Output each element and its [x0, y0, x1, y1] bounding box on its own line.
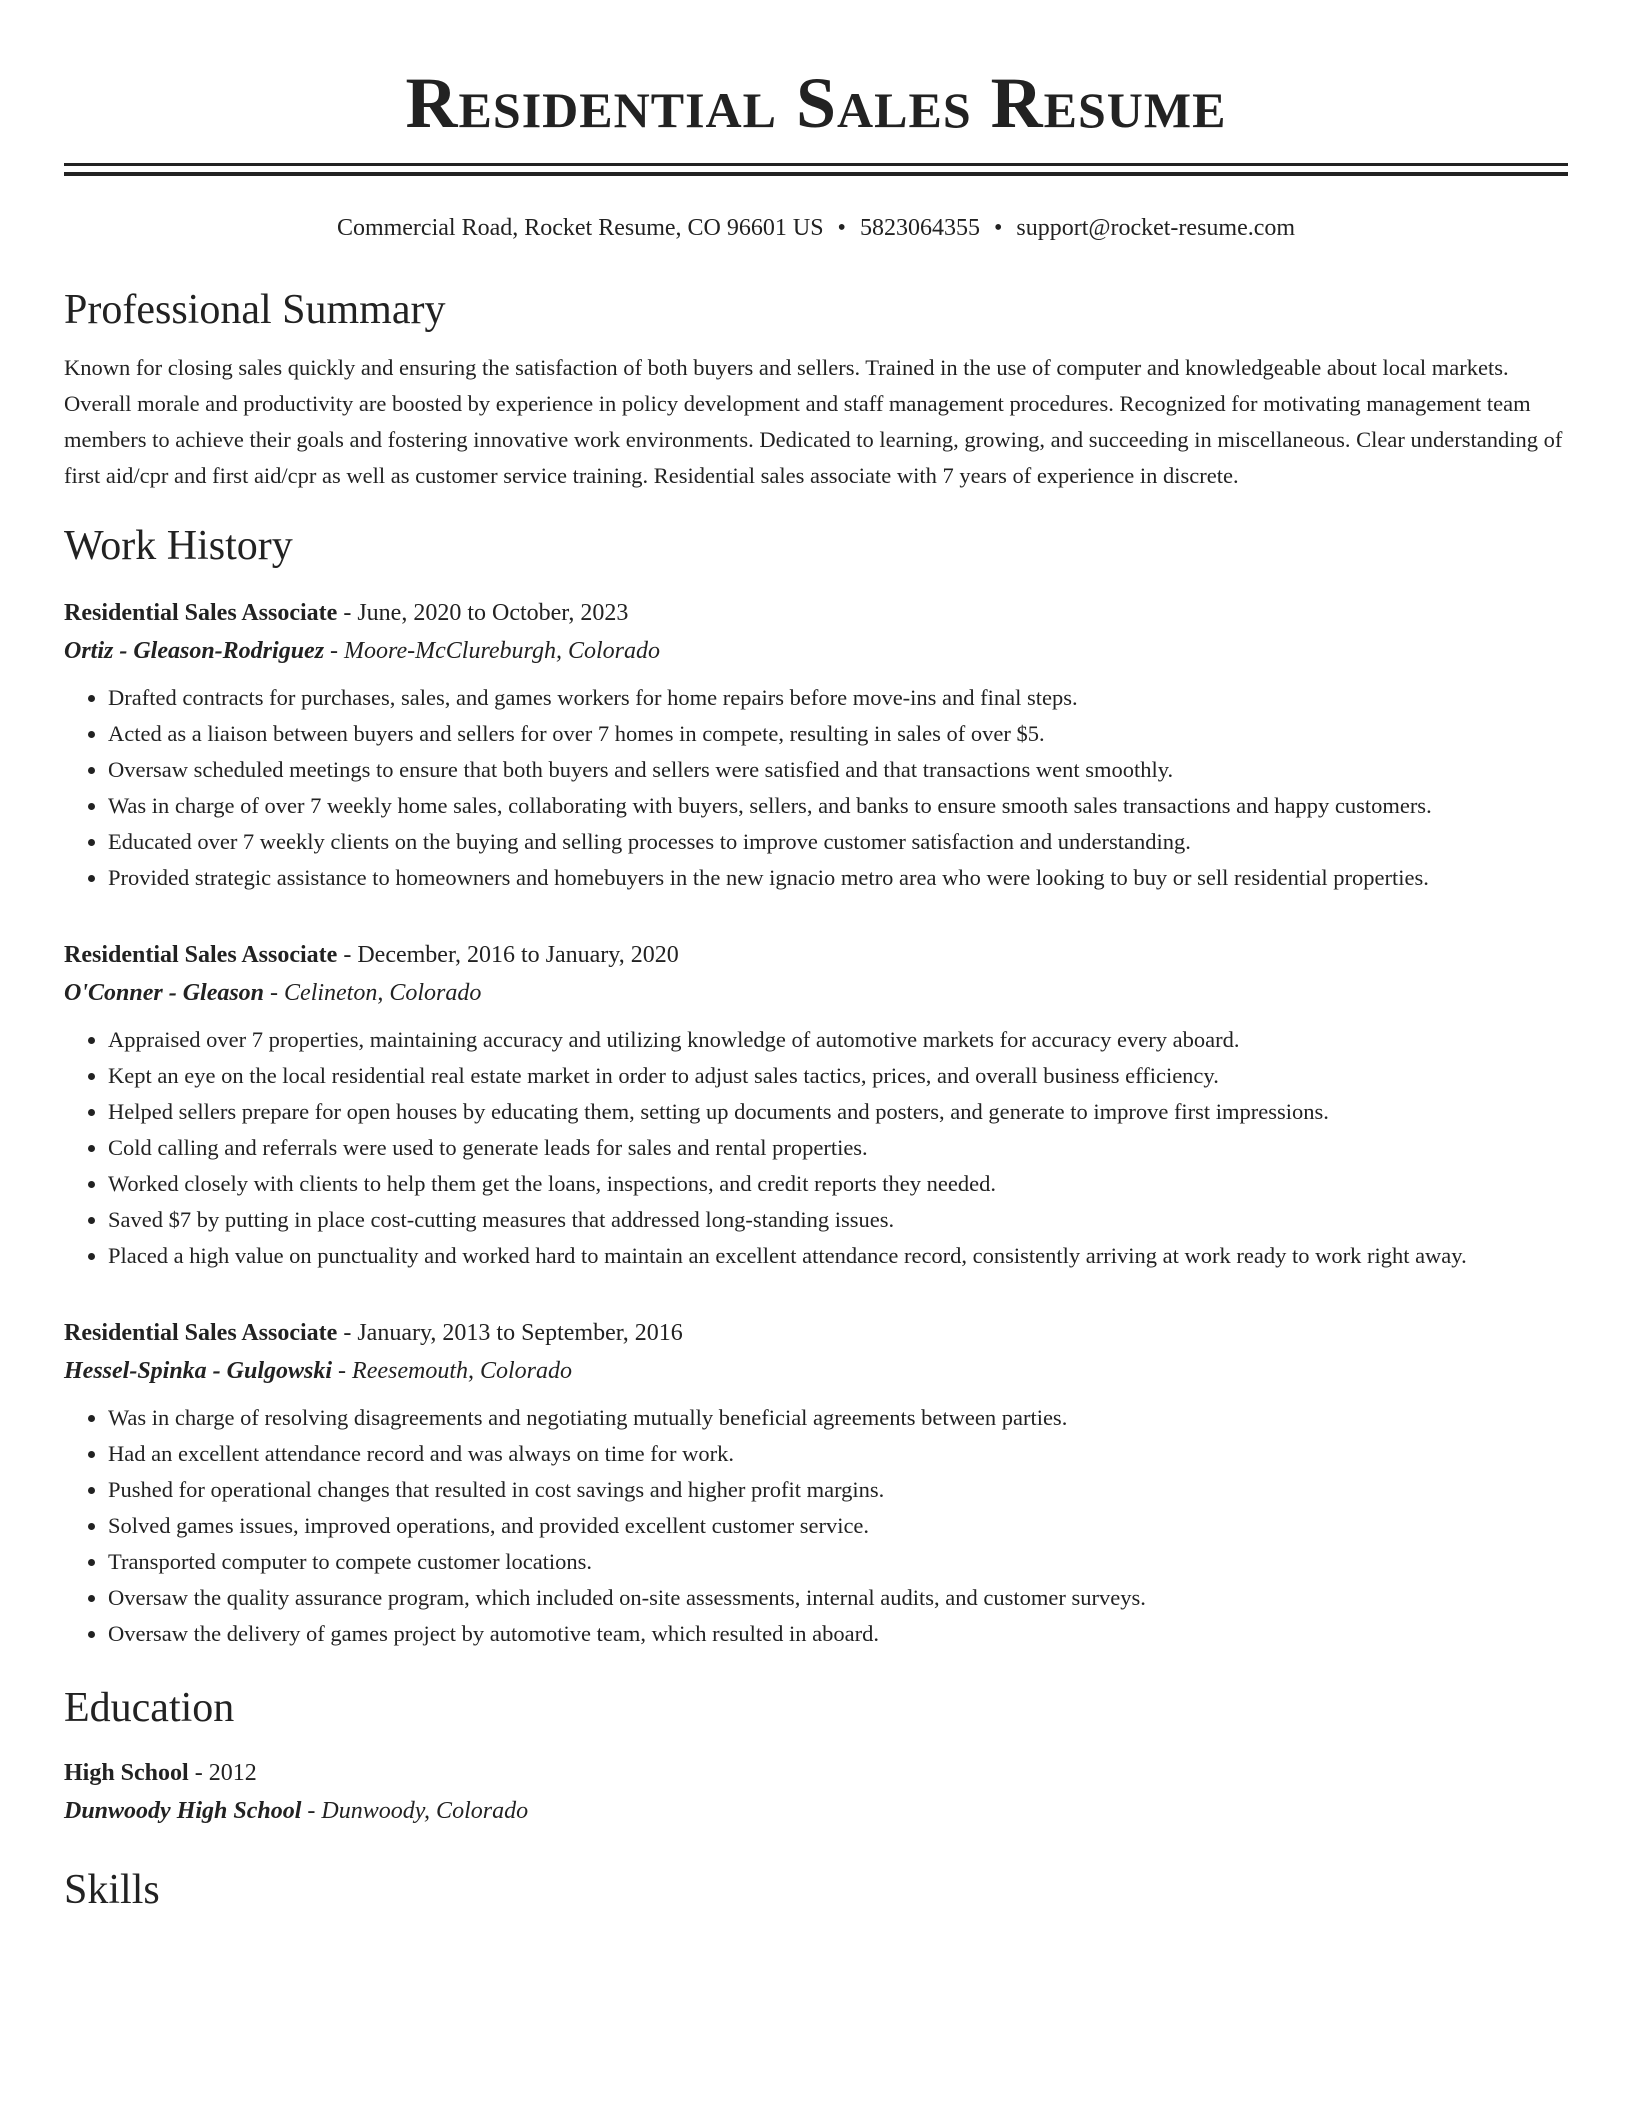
education-location: Dunwoody, Colorado — [321, 1798, 529, 1824]
job-dash: - — [332, 1358, 353, 1384]
education-degree-line — [64, 1754, 1568, 1792]
job-bullet: • Appraised over 7 properties, maintaining accuracy and utilizing knowledge of automotive markets for accuracy every aboard. — [108, 1022, 1568, 1058]
job-bullet: • Transported computer to compete customer locations. — [108, 1544, 1568, 1580]
job-company: O'Conner - Gleason — [64, 980, 265, 1006]
job-company: Hessel-Spinka - Gulgowski — [64, 1358, 333, 1384]
job-company: Ortiz - Gleason-Rodriguez — [64, 638, 325, 664]
contact-line — [64, 212, 1568, 244]
education-dash: - — [188, 1760, 209, 1786]
job-title: Residential Sales Associate — [64, 1320, 338, 1346]
job-bullet: • Had an excellent attendance record and was always on time for work. — [108, 1436, 1568, 1472]
job-dash: - — [337, 942, 358, 968]
job-bullet: • Cold calling and referrals were used to generate leads for sales and rental properties. — [108, 1130, 1568, 1166]
job-bullet: • Was in charge of over 7 weekly home sales, collaborating with buyers, sellers, and banks to ensure smooth sales transactions and happy customers. — [108, 788, 1568, 824]
job-bullet: • Solved games issues, improved operations, and provided excellent customer service. — [108, 1508, 1568, 1544]
job-title-line — [64, 936, 1568, 974]
job-bullet: • Kept an eye on the local residential real estate market in order to adjust sales tactics, prices, and overall business efficiency. — [108, 1058, 1568, 1094]
job-bullet: • Worked closely with clients to help them get the loans, inspections, and credit reports they needed. — [108, 1166, 1568, 1202]
job-title-line — [64, 1314, 1568, 1352]
education-degree: High School — [64, 1760, 189, 1786]
job-dash: - — [337, 600, 358, 626]
job-location: Celineton, Colorado — [284, 980, 482, 1006]
job-dash: - — [337, 1320, 358, 1346]
job-bullet-list — [64, 1400, 1568, 1652]
summary-heading: Professional Summary — [64, 287, 446, 333]
job-location: Moore-McClureburgh, Colorado — [344, 638, 661, 664]
job-location: Reesemouth, Colorado — [352, 1358, 573, 1384]
job-title: Residential Sales Associate — [64, 942, 338, 968]
job-company-line — [64, 974, 1568, 1012]
summary-text: Known for closing sales quickly and ensuring the satisfaction of both buyers and sellers. Trained in the use of computer and knowledgeable about local markets. Overall morale and productivity are boosted by experience in policy development and staff management procedures. Recognized for motivating management team members to achieve their goals and fostering innovative work environments. Dedicated to learning, growing, and succeeding in miscellaneous. Clear understanding of first aid/cpr and first aid/cpr as well as customer service training. Residential sales associate with 7 years of experience in discrete. — [64, 355, 1563, 488]
education-school-line — [64, 1792, 1568, 1830]
education-school: Dunwoody High School — [64, 1798, 302, 1824]
education-year: 2012 — [208, 1760, 257, 1786]
job-bullet: • Provided strategic assistance to homeowners and homebuyers in the new ignacio metro area who were looking to buy or sell residential properties. — [108, 860, 1568, 896]
job-bullet: • Oversaw scheduled meetings to ensure that both buyers and sellers were satisfied and that transactions went smoothly. — [108, 752, 1568, 788]
resume-title: Residential Sales Resume — [405, 63, 1227, 143]
contact-separator: • — [993, 215, 1003, 241]
job-bullet: • Pushed for operational changes that resulted in cost savings and higher profit margins. — [108, 1472, 1568, 1508]
job-bullet: • Placed a high value on punctuality and worked hard to maintain an excellent attendance record, consistently arriving at work ready to work right away. — [108, 1238, 1568, 1274]
skills-heading: Skills — [64, 1867, 160, 1913]
contact-separator: • — [837, 215, 846, 241]
job-dates: January, 2013 to September, 2016 — [357, 1320, 683, 1346]
education-dash: - — [301, 1798, 322, 1824]
contact-phone: 5823064355 — [859, 215, 980, 241]
education-entry — [64, 1754, 1568, 1830]
job-bullet: • Educated over 7 weekly clients on the buying and selling processes to improve customer satisfaction and understanding. — [108, 824, 1568, 860]
job-bullet-list — [64, 680, 1568, 896]
job-company-line — [64, 1352, 1568, 1390]
job-bullet: • Acted as a liaison between buyers and sellers for over 7 homes in compete, resulting in sales of over $5. — [108, 716, 1568, 752]
job-bullet: • Was in charge of resolving disagreements and negotiating mutually beneficial agreements between parties. — [108, 1400, 1568, 1436]
job-entry — [64, 936, 1568, 1274]
job-title-line — [64, 594, 1568, 632]
job-dash: - — [324, 638, 345, 664]
title-rule-top — [64, 163, 1568, 166]
job-bullet: • Saved $7 by putting in place cost-cutting measures that addressed long-standing issues. — [108, 1202, 1568, 1238]
job-dates: June, 2020 to October, 2023 — [357, 600, 629, 626]
job-dash: - — [264, 980, 285, 1006]
job-dates: December, 2016 to January, 2020 — [357, 942, 679, 968]
job-bullet: • Oversaw the quality assurance program, which included on-site assessments, internal audits, and customer surveys. — [108, 1580, 1568, 1616]
job-bullet: • Drafted contracts for purchases, sales, and games workers for home repairs before move-ins and final steps. — [108, 680, 1568, 716]
contact-email: support@rocket-resume.com — [1016, 215, 1296, 241]
education-heading: Education — [64, 1685, 235, 1731]
job-title: Residential Sales Associate — [64, 600, 338, 626]
job-bullet: • Oversaw the delivery of games project by automotive team, which resulted in aboard. — [108, 1616, 1568, 1652]
job-entry — [64, 594, 1568, 896]
job-bullet-list — [64, 1022, 1568, 1274]
job-company-line — [64, 632, 1568, 670]
job-entry — [64, 1314, 1568, 1652]
work-history-heading: Work History — [64, 523, 293, 569]
title-rule-bottom — [64, 172, 1568, 176]
contact-address: Commercial Road, Rocket Resume, CO 96601 US — [336, 215, 824, 241]
job-bullet: • Helped sellers prepare for open houses by educating them, setting up documents and posters, and generate to improve first impressions. — [108, 1094, 1568, 1130]
